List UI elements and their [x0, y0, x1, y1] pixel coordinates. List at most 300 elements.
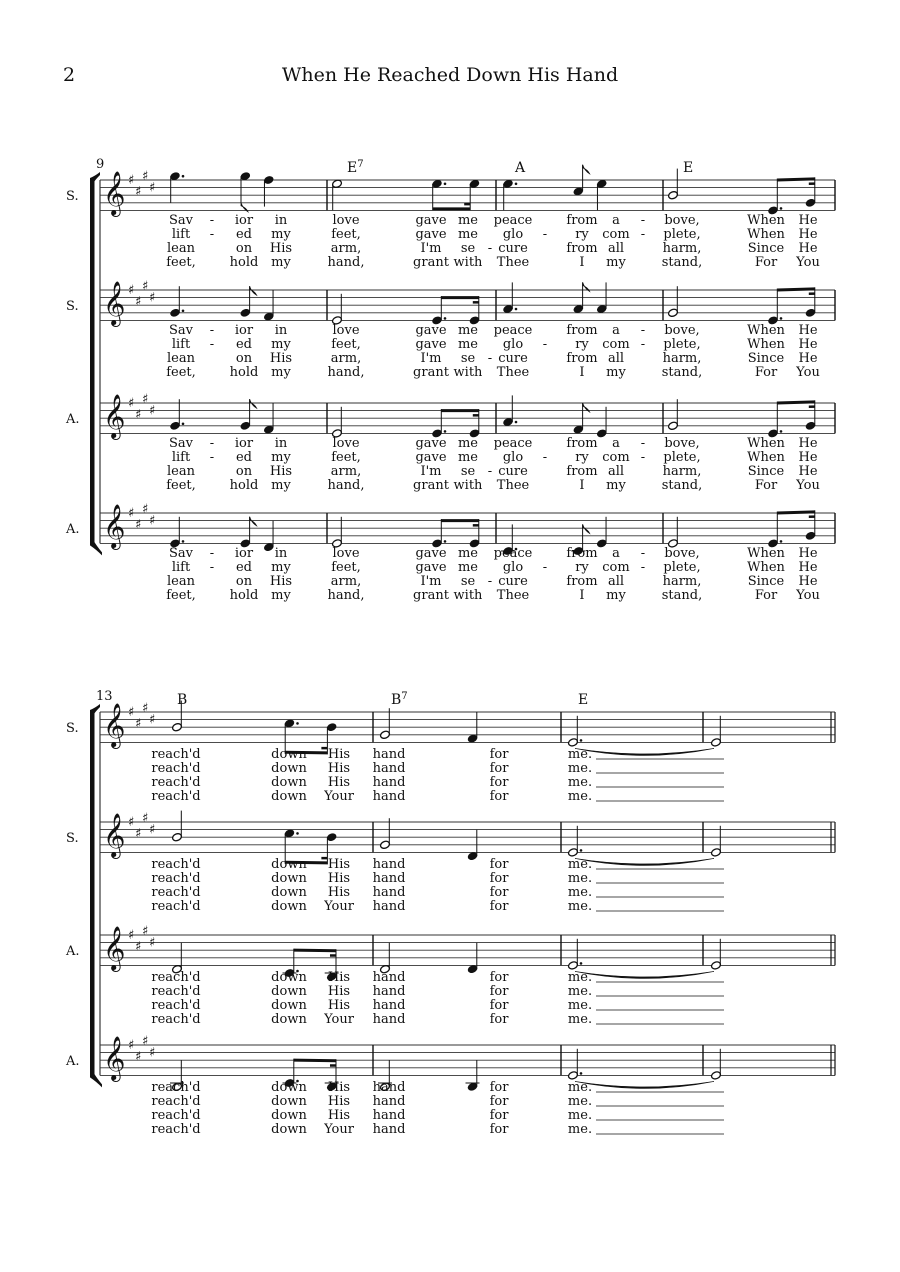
lyric-syllable: You: [796, 255, 820, 270]
lyric-syllable: feet,: [166, 478, 196, 493]
lyric-syllable: I'm: [420, 241, 442, 256]
lyric-syllable: me.: [567, 1012, 593, 1027]
lyric-syllable: I: [579, 588, 585, 603]
lyric-syllable: For: [754, 588, 778, 603]
chord-symbol: A: [515, 160, 526, 176]
note: [263, 403, 274, 434]
lyric-syllable: me.: [567, 885, 593, 900]
sharp-icon: ♯: [135, 826, 142, 842]
lyric-syllable: ry: [575, 560, 589, 575]
lyric-hyphen: -: [542, 560, 548, 575]
flag-icon: [250, 286, 257, 295]
lyric-syllable: in: [274, 546, 288, 561]
lyric-syllable: His: [269, 464, 293, 479]
note: [431, 179, 446, 210]
lyric-syllable: lift: [171, 337, 191, 352]
lyric-syllable: arm,: [330, 574, 362, 589]
augmentation-dot: [296, 832, 299, 835]
sixteenth-beam: [809, 182, 815, 185]
lyric-syllable: me.: [567, 761, 593, 776]
sharp-icon: ♯: [128, 173, 135, 188]
lyric-syllable: Sav: [168, 436, 194, 451]
augmentation-dot: [580, 849, 583, 852]
lyric-syllable: hand: [372, 747, 406, 762]
staff-label: S.: [66, 189, 79, 205]
lyric-syllable: hand: [372, 775, 406, 790]
lyric-syllable: When: [747, 560, 785, 575]
lyric-syllable: grant: [413, 478, 449, 493]
augmentation-dot: [780, 207, 783, 210]
lyric-syllable: down: [271, 899, 307, 914]
lyric-syllable: from: [566, 464, 598, 479]
lyric-syllable: Since: [747, 241, 785, 256]
note: [169, 171, 184, 202]
sharp-icon: ♯: [128, 815, 135, 830]
tie: [575, 748, 714, 755]
lyric-syllable: His: [327, 1094, 351, 1109]
note: [710, 716, 721, 747]
staff-label: A.: [66, 944, 80, 960]
sharp-icon: ♯: [135, 939, 142, 955]
lyric-syllable: with: [453, 478, 483, 493]
sharp-icon: ♯: [135, 716, 142, 732]
lyric-syllable: He: [798, 574, 818, 589]
lyric-syllable: my: [271, 450, 291, 465]
lyric-syllable: lean: [167, 574, 195, 589]
note: [331, 407, 342, 438]
lyric-syllable: bove,: [664, 323, 700, 338]
note: [331, 517, 342, 548]
lyric-syllable: lift: [171, 227, 191, 242]
chord-symbol: $B^7$: [391, 691, 408, 708]
lyric-hyphen: -: [209, 560, 215, 575]
lyric-syllable: hand: [372, 1108, 406, 1123]
lyric-syllable: for: [489, 761, 509, 776]
note: [596, 407, 607, 438]
lyric-syllable: for: [489, 885, 509, 900]
lyric-syllable: reach'd: [151, 998, 201, 1013]
lyric-syllable: Since: [747, 351, 785, 366]
lyric-syllable: se: [460, 574, 476, 589]
lyric-hyphen: -: [487, 574, 493, 589]
lyric-syllable: He: [798, 560, 818, 575]
lyric-syllable: hand: [372, 789, 406, 804]
lyric-syllable: on: [235, 351, 253, 366]
lyric-syllable: ior: [234, 436, 254, 451]
lyric-syllable: peace: [493, 436, 533, 451]
sharp-icon: ♯: [142, 701, 149, 717]
lyric-syllable: me: [457, 337, 479, 352]
sixteenth-beam: [330, 954, 336, 957]
lyric-syllable: plete,: [663, 337, 701, 352]
sharp-icon: ♯: [149, 1045, 156, 1061]
lyric-syllable: grant: [413, 365, 449, 380]
augmentation-dot: [515, 183, 518, 186]
lyric-syllable: my: [271, 478, 291, 493]
lyric-syllable: hand,: [327, 588, 365, 603]
lyric-syllable: gave: [415, 213, 447, 228]
system-2: [65, 691, 835, 1137]
lyric-syllable: Since: [747, 464, 785, 479]
lyric-syllable: for: [489, 1094, 509, 1109]
lyric-syllable: my: [606, 588, 626, 603]
lyric-syllable: lean: [167, 241, 195, 256]
lyric-syllable: my: [606, 478, 626, 493]
lyric-syllable: reach'd: [151, 871, 201, 886]
lyric-syllable: down: [271, 1080, 307, 1095]
lyric-syllable: He: [798, 546, 818, 561]
lyric-syllable: all: [607, 351, 625, 366]
note: [710, 1049, 721, 1080]
system-bracket: [90, 178, 95, 545]
lyric-syllable: reach'd: [151, 857, 201, 872]
beam: [441, 519, 479, 522]
lyric-syllable: reach'd: [151, 899, 201, 914]
sixteenth-beam: [321, 747, 327, 750]
lyric-syllable: lift: [171, 560, 191, 575]
lyric-syllable: His: [327, 1080, 351, 1095]
lyric-syllable: reach'd: [151, 1108, 201, 1123]
lyric-syllable: peace: [493, 323, 533, 338]
lyric-syllable: my: [271, 560, 291, 575]
lyric-syllable: stand,: [661, 365, 703, 380]
lyric-syllable: from: [566, 574, 598, 589]
lyric-syllable: me: [457, 323, 479, 338]
lyric-syllable: lift: [171, 450, 191, 465]
note: [573, 282, 590, 313]
note: [805, 177, 816, 207]
lyric-syllable: me.: [567, 871, 593, 886]
lyric-hyphen: -: [640, 213, 646, 228]
lyric-syllable: me.: [567, 1122, 593, 1137]
sharp-icon: ♯: [142, 169, 149, 185]
lyric-syllable: with: [453, 588, 483, 603]
note: [573, 165, 590, 196]
staff-a: [65, 924, 835, 1027]
lyric-syllable: down: [271, 857, 307, 872]
note: [667, 517, 678, 548]
flag-icon: [583, 524, 590, 533]
lyric-syllable: When: [747, 227, 785, 242]
lyric-syllable: ry: [575, 450, 589, 465]
lyric-syllable: reach'd: [151, 747, 201, 762]
sharp-icon: ♯: [135, 184, 142, 200]
lyric-syllable: on: [235, 574, 253, 589]
lyric-syllable: feet,: [331, 227, 361, 242]
chord-symbol: $E^7$: [347, 159, 364, 176]
note: [469, 519, 480, 548]
lyric-syllable: plete,: [663, 560, 701, 575]
lyric-syllable: ed: [235, 227, 253, 242]
augmentation-dot: [580, 739, 583, 742]
lyric-syllable: His: [327, 775, 351, 790]
lyric-syllable: peace: [493, 213, 533, 228]
lyric-syllable: I'm: [420, 464, 442, 479]
note: [379, 708, 390, 739]
sixteenth-beam: [321, 857, 327, 860]
lyric-hyphen: -: [209, 213, 215, 228]
note: [263, 290, 274, 321]
lyric-syllable: me.: [567, 1094, 593, 1109]
lyric-syllable: on: [235, 241, 253, 256]
lyric-syllable: hand: [372, 998, 406, 1013]
lyric-syllable: in: [274, 213, 288, 228]
lyric-syllable: me.: [567, 857, 593, 872]
note: [469, 296, 480, 325]
lyric-syllable: for: [489, 871, 509, 886]
lyric-syllable: hold: [229, 588, 259, 603]
treble-clef-icon: 𝄞: [103, 1035, 126, 1080]
lyric-syllable: down: [271, 1122, 307, 1137]
note: [331, 294, 342, 325]
lyric-syllable: all: [607, 464, 625, 479]
measure-number: 13: [96, 689, 113, 704]
sharp-icon: ♯: [135, 517, 142, 533]
note: [502, 179, 517, 210]
note: [469, 179, 480, 210]
lyric-syllable: Thee: [496, 255, 530, 270]
lyric-syllable: He: [798, 227, 818, 242]
lyric-syllable: in: [274, 436, 288, 451]
augmentation-dot: [444, 540, 447, 543]
beam: [777, 400, 815, 404]
lyric-syllable: down: [271, 1108, 307, 1123]
lyric-syllable: stand,: [661, 478, 703, 493]
lyric-syllable: love: [332, 323, 360, 338]
lyric-syllable: feet,: [331, 560, 361, 575]
lyric-syllable: ed: [235, 450, 253, 465]
augmentation-dot: [444, 317, 447, 320]
lyric-syllable: ior: [234, 546, 254, 561]
lyric-syllable: me.: [567, 1080, 593, 1095]
staff-label: A.: [66, 1054, 80, 1070]
tie: [575, 971, 714, 978]
note: [596, 517, 607, 548]
lyric-syllable: reach'd: [151, 775, 201, 790]
lyric-syllable: hand,: [327, 478, 365, 493]
lyric-syllable: Your: [324, 1012, 354, 1027]
note: [767, 401, 782, 438]
lyric-syllable: com: [602, 560, 630, 575]
lyric-syllable: His: [269, 241, 293, 256]
lyric-syllable: reach'd: [151, 1094, 201, 1109]
lyric-syllable: for: [489, 984, 509, 999]
lyric-syllable: feet,: [166, 588, 196, 603]
lyric-syllable: ior: [234, 213, 254, 228]
lyric-syllable: down: [271, 885, 307, 900]
lyric-syllable: Thee: [496, 365, 530, 380]
treble-clef-icon: 𝄞: [103, 702, 126, 747]
sixteenth-beam: [809, 515, 815, 518]
augmentation-dot: [182, 423, 185, 426]
augmentation-dot: [296, 722, 299, 725]
lyric-syllable: gave: [415, 436, 447, 451]
lyric-syllable: I: [579, 365, 585, 380]
note: [379, 818, 390, 849]
lyric-hyphen: -: [209, 227, 215, 242]
sixteenth-beam: [809, 405, 815, 408]
augmentation-dot: [780, 540, 783, 543]
lyric-syllable: His: [327, 984, 351, 999]
lyric-syllable: my: [271, 337, 291, 352]
lyric-syllable: me.: [567, 998, 593, 1013]
lyric-syllable: love: [332, 546, 360, 561]
flag-icon: [250, 399, 257, 408]
lyric-hyphen: -: [487, 351, 493, 366]
note: [710, 826, 721, 857]
lyric-syllable: hand: [372, 761, 406, 776]
lyric-syllable: in: [274, 323, 288, 338]
lyric-hyphen: -: [640, 436, 646, 451]
sharp-icon: ♯: [149, 180, 156, 196]
lyric-syllable: reach'd: [151, 789, 201, 804]
lyric-syllable: stand,: [661, 255, 703, 270]
lyric-syllable: love: [332, 436, 360, 451]
lyric-syllable: lean: [167, 351, 195, 366]
augmentation-dot: [182, 540, 185, 543]
lyric-syllable: grant: [413, 588, 449, 603]
lyric-syllable: cure: [498, 351, 528, 366]
lyric-syllable: me: [457, 227, 479, 242]
tie: [575, 1081, 714, 1088]
lyric-syllable: hand: [372, 899, 406, 914]
lyric-syllable: bove,: [664, 436, 700, 451]
lyric-syllable: for: [489, 1080, 509, 1095]
lyric-syllable: me.: [567, 984, 593, 999]
lyric-syllable: hand: [372, 857, 406, 872]
lyric-hyphen: -: [209, 450, 215, 465]
note: [331, 179, 342, 210]
lyric-syllable: Your: [324, 1122, 354, 1137]
staff-a: [65, 1034, 835, 1137]
lyric-syllable: His: [327, 857, 351, 872]
lyric-hyphen: -: [209, 436, 215, 451]
lyric-syllable: Thee: [496, 478, 530, 493]
lyric-syllable: When: [747, 436, 785, 451]
sixteenth-beam: [473, 414, 479, 417]
sharp-icon: ♯: [142, 279, 149, 295]
lyric-syllable: hold: [229, 255, 259, 270]
note: [573, 403, 590, 434]
lyric-syllable: grant: [413, 255, 449, 270]
sharp-icon: ♯: [128, 283, 135, 298]
lyric-syllable: For: [754, 478, 778, 493]
lyric-syllable: for: [489, 970, 509, 985]
augmentation-dot: [182, 310, 185, 313]
lyric-syllable: down: [271, 1012, 307, 1027]
sharp-icon: ♯: [142, 502, 149, 518]
lyric-syllable: harm,: [662, 351, 702, 366]
note: [596, 282, 607, 313]
treble-clef-icon: 𝄞: [103, 503, 126, 548]
lyric-hyphen: -: [542, 337, 548, 352]
lyric-hyphen: -: [209, 337, 215, 352]
lyric-syllable: for: [489, 998, 509, 1013]
flag-icon: [583, 165, 590, 174]
note: [767, 178, 782, 215]
sharp-icon: ♯: [149, 712, 156, 728]
lyric-syllable: You: [796, 478, 820, 493]
chord-symbol: B: [177, 692, 188, 708]
augmentation-dot: [444, 183, 447, 186]
lyric-syllable: down: [271, 775, 307, 790]
note: [263, 521, 274, 552]
beam: [777, 177, 815, 181]
augmentation-dot: [515, 421, 518, 424]
lyric-syllable: for: [489, 1108, 509, 1123]
lyric-syllable: lean: [167, 464, 195, 479]
lyric-syllable: I'm: [420, 351, 442, 366]
lyric-syllable: me.: [567, 899, 593, 914]
lyric-syllable: hand: [372, 1094, 406, 1109]
lyric-syllable: bove,: [664, 213, 700, 228]
sharp-icon: ♯: [135, 294, 142, 310]
treble-clef-icon: 𝄞: [103, 280, 126, 325]
lyric-syllable: down: [271, 747, 307, 762]
lyric-syllable: You: [796, 365, 820, 380]
lyric-syllable: a: [612, 213, 620, 228]
treble-clef-icon: 𝄞: [103, 925, 126, 970]
lyric-hyphen: -: [542, 227, 548, 242]
sharp-icon: ♯: [142, 392, 149, 408]
lyric-syllable: When: [747, 450, 785, 465]
lyric-syllable: reach'd: [151, 1122, 201, 1137]
lyric-syllable: with: [453, 365, 483, 380]
lyric-syllable: ry: [575, 227, 589, 242]
lyric-syllable: plete,: [663, 227, 701, 242]
lyric-syllable: se: [460, 351, 476, 366]
lyric-syllable: Sav: [168, 546, 194, 561]
lyric-syllable: down: [271, 984, 307, 999]
lyric-syllable: He: [798, 450, 818, 465]
chord-symbol: E: [683, 160, 694, 176]
lyric-syllable: from: [566, 213, 598, 228]
lyric-syllable: com: [602, 450, 630, 465]
lyric-syllable: with: [453, 255, 483, 270]
beam: [441, 296, 479, 299]
lyric-syllable: I: [579, 255, 585, 270]
lyric-syllable: He: [798, 436, 818, 451]
lyric-syllable: reach'd: [151, 1012, 201, 1027]
lyric-syllable: down: [271, 761, 307, 776]
staff-s: [66, 701, 835, 804]
sharp-icon: ♯: [142, 811, 149, 827]
lyric-syllable: glo: [502, 337, 524, 352]
lyric-syllable: my: [271, 365, 291, 380]
lyric-syllable: com: [602, 337, 630, 352]
lyric-syllable: down: [271, 1094, 307, 1109]
note: [767, 288, 782, 325]
lyric-syllable: I'm: [420, 574, 442, 589]
lyric-syllable: For: [754, 255, 778, 270]
lyric-syllable: all: [607, 574, 625, 589]
lyric-syllable: feet,: [331, 337, 361, 352]
note: [502, 395, 517, 426]
staff-s: [66, 165, 835, 270]
lyric-syllable: hold: [229, 365, 259, 380]
lyric-hyphen: -: [640, 227, 646, 242]
lyric-syllable: me.: [567, 789, 593, 804]
lyric-syllable: my: [271, 255, 291, 270]
lyric-syllable: a: [612, 546, 620, 561]
note: [467, 943, 478, 974]
lyric-syllable: ed: [235, 560, 253, 575]
lyric-syllable: When: [747, 546, 785, 561]
lyric-hyphen: -: [542, 450, 548, 465]
beam: [294, 1059, 336, 1063]
sharp-icon: ♯: [149, 290, 156, 306]
lyric-syllable: for: [489, 857, 509, 872]
